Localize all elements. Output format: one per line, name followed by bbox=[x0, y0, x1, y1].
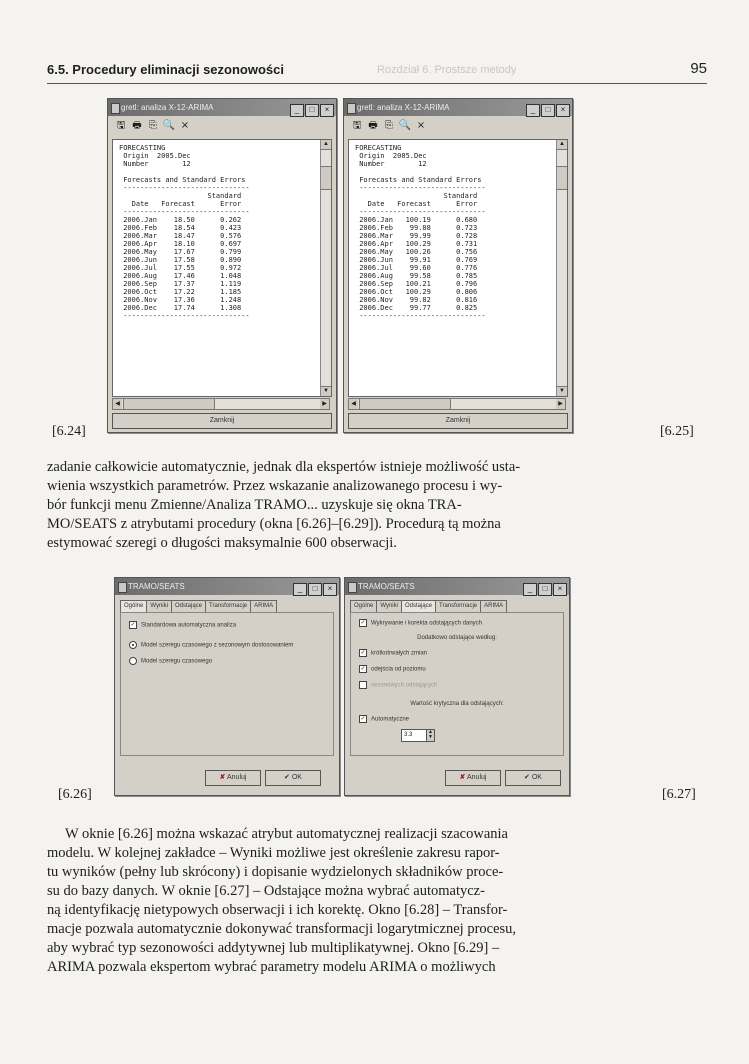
app-icon bbox=[111, 103, 120, 114]
minimize-icon[interactable]: _ bbox=[290, 104, 304, 117]
paragraph-description bbox=[47, 825, 707, 977]
auto-analysis-checkbox[interactable]: ✓ Standardowa automatyczna analiza bbox=[130, 622, 237, 629]
tab-panel bbox=[350, 612, 564, 756]
figure-caption-6-25: [6.25] bbox=[660, 424, 694, 439]
horizontal-scrollbar[interactable] bbox=[348, 398, 566, 410]
window-titlebar[interactable] bbox=[108, 99, 336, 116]
figure-caption-6-24: [6.24] bbox=[52, 424, 86, 439]
h-scroll-thumb[interactable] bbox=[123, 399, 215, 409]
tab-bar bbox=[120, 600, 276, 612]
detect-by-label: Dodatkowo odstające według: bbox=[417, 635, 497, 641]
text-line: macje pozwala automatycznie dokonywać transformacji logarytmicznej procesu, bbox=[47, 921, 517, 937]
h-scroll-thumb[interactable] bbox=[359, 399, 451, 409]
tab-transformations[interactable]: Transformacje bbox=[205, 600, 251, 612]
ok-button[interactable]: ✔ OK bbox=[265, 770, 321, 786]
spinner-arrows-icon[interactable]: ▲ ▼ bbox=[426, 730, 434, 741]
page-header bbox=[47, 62, 707, 84]
close-button[interactable]: Zamknij bbox=[348, 413, 568, 429]
tab-general[interactable]: Ogólne bbox=[350, 600, 377, 612]
critical-value-label: Wartość krytyczna dla odstających: bbox=[410, 701, 504, 707]
tab-arima[interactable]: ARIMA bbox=[480, 600, 507, 612]
vertical-scrollbar[interactable] bbox=[556, 140, 567, 396]
close-doc-icon[interactable]: × bbox=[416, 120, 426, 131]
close-icon[interactable]: × bbox=[556, 104, 570, 117]
bleed-through-text: Rozdział 6. Prostsze metody bbox=[377, 64, 517, 76]
header-rule bbox=[47, 83, 707, 84]
text-line: bór funkcji menu Zmienne/Analiza TRAMO... uzyskuje się okna TRA- bbox=[47, 497, 462, 513]
critical-value-spinner[interactable]: 3.3 ▲ ▼ bbox=[401, 729, 435, 742]
copy-icon[interactable]: ⎘ bbox=[149, 120, 157, 131]
close-button[interactable]: Zamknij bbox=[112, 413, 332, 429]
window-title: gretl: analiza X-12-ARIMA bbox=[357, 103, 450, 112]
window-titlebar[interactable] bbox=[115, 578, 339, 595]
window-title: TRAMO/SEATS bbox=[358, 582, 415, 591]
close-icon[interactable]: × bbox=[323, 583, 337, 596]
close-icon[interactable]: × bbox=[553, 583, 567, 596]
minimize-icon[interactable]: _ bbox=[526, 104, 540, 117]
find-icon[interactable]: 🔍 bbox=[398, 120, 412, 131]
text-line: tu wyników (pełny lub skrócony) i dopisanie wydzielonych składników proce- bbox=[47, 864, 504, 880]
tab-results[interactable]: Wyniki bbox=[146, 600, 172, 612]
scroll-up-icon[interactable]: ▲ bbox=[557, 140, 567, 150]
app-icon bbox=[348, 582, 357, 593]
detect-outliers-checkbox[interactable]: ✓ Wykrywanie i korekta odstających danych bbox=[360, 620, 482, 627]
minimize-icon[interactable]: _ bbox=[293, 583, 307, 596]
plain-model-radio[interactable]: Model szeregu czasowego bbox=[129, 657, 212, 665]
copy-icon[interactable]: ⎘ bbox=[385, 120, 393, 131]
app-icon bbox=[347, 103, 356, 114]
maximize-icon[interactable]: □ bbox=[541, 104, 555, 117]
cancel-button[interactable]: ✘ Anuluj bbox=[445, 770, 501, 786]
level-shift-checkbox[interactable]: ✓ odejścia od poziomu bbox=[360, 666, 426, 673]
cancel-button[interactable]: ✘ Anuluj bbox=[205, 770, 261, 786]
forecast-output: FORECASTING Origin 2005.Dec Number 12 Forecasts and Standard Errors ------------------------------ Standard Date Forecast Error ------------------------------ 2006.Jan 18.50 0.262 2006.Feb 18.54 0.423 2006.Mar 18.47 0.576 2006.Apr 18.10 0.697 2006.May 17.67 0.799 2006.Jun 17.58 0.890 2006.Jul 17.55 0.972 2006.Aug 17.46 1.048 2006.Sep 17.37 1.119 2006.Oct 17.22 1.185 2006.Nov 17.36 1.248 2006.Dec 17.74 1.308 ------------------------------ bbox=[119, 144, 250, 320]
ok-icon: ✔ bbox=[284, 774, 292, 781]
find-icon[interactable]: 🔍 bbox=[162, 120, 176, 131]
window-title: gretl: analiza X-12-ARIMA bbox=[121, 103, 214, 112]
tramo-window-outliers bbox=[344, 577, 570, 796]
ok-button[interactable]: ✔ OK bbox=[505, 770, 561, 786]
text-line: ARIMA pozwala ekspertom wybrać parametry modelu ARIMA o możliwych bbox=[47, 959, 496, 975]
seasonal-model-radio[interactable]: Model szeregu czasowego z sezonowym dostosowaniem bbox=[129, 641, 293, 649]
tab-general[interactable]: Ogólne bbox=[120, 600, 147, 612]
cancel-icon: ✘ bbox=[219, 774, 227, 781]
scroll-left-icon[interactable]: ◀ bbox=[349, 399, 358, 409]
text-line: W oknie [6.26] można wskazać atrybut automatycznej realizacji szacowania bbox=[65, 826, 508, 842]
tramo-window-general bbox=[114, 577, 340, 796]
text-line: ną identyfikację nietypowych obserwacji i ich korektę. Okno [6.28] – Transfor- bbox=[47, 902, 508, 918]
text-line: MO/SEATS z atrybutami procedury (okna [6.26]–[6.29]). Procedurą tą można bbox=[47, 516, 501, 532]
vertical-scrollbar[interactable] bbox=[320, 140, 331, 396]
text-line: zadanie całkowicie automatycznie, jednak dla ekspertów istnieje możliwość usta- bbox=[47, 459, 521, 475]
scroll-left-icon[interactable]: ◀ bbox=[113, 399, 122, 409]
maximize-icon[interactable]: □ bbox=[305, 104, 319, 117]
window-titlebar[interactable] bbox=[344, 99, 572, 116]
ok-icon: ✔ bbox=[524, 774, 532, 781]
tab-panel bbox=[120, 612, 334, 756]
scroll-thumb[interactable] bbox=[557, 166, 567, 190]
print-icon[interactable]: 🖶 bbox=[368, 120, 378, 131]
output-textarea[interactable] bbox=[112, 139, 332, 397]
transitory-change-checkbox[interactable]: ✓ krótkotrwałych zmian bbox=[360, 650, 428, 657]
print-icon[interactable]: 🖶 bbox=[132, 120, 142, 131]
cancel-icon: ✘ bbox=[459, 774, 467, 781]
tab-transformations[interactable]: Transformacje bbox=[435, 600, 481, 612]
window-toolbar bbox=[108, 116, 336, 136]
tab-bar bbox=[350, 600, 506, 612]
maximize-icon[interactable]: □ bbox=[308, 583, 322, 596]
gretl-window-forecast-2 bbox=[343, 98, 573, 433]
maximize-icon[interactable]: □ bbox=[538, 583, 552, 596]
scroll-down-icon[interactable]: ▼ bbox=[557, 386, 567, 396]
horizontal-scrollbar[interactable] bbox=[112, 398, 330, 410]
automatic-checkbox[interactable]: ✓ Automatyczne bbox=[360, 716, 410, 723]
scroll-thumb[interactable] bbox=[321, 166, 331, 190]
figure-caption-6-26: [6.26] bbox=[58, 787, 92, 802]
output-textarea[interactable] bbox=[348, 139, 568, 397]
scroll-up-icon[interactable]: ▲ bbox=[321, 140, 331, 150]
text-line: aby wybrać typ sezonowości addytywnej lub multiplikatywnej. Okno [6.29] – bbox=[47, 940, 500, 956]
text-line: estymować szeregi o długości maksymalnie 600 obserwacji. bbox=[47, 535, 397, 551]
text-line: wienia wszystkich parametrów. Przez wskazanie analizowanego procesu i wy- bbox=[47, 478, 503, 494]
minimize-icon[interactable]: _ bbox=[523, 583, 537, 596]
window-titlebar[interactable] bbox=[345, 578, 569, 595]
close-icon[interactable]: × bbox=[320, 104, 334, 117]
app-icon bbox=[118, 582, 127, 593]
save-icon[interactable]: 🖫 bbox=[352, 120, 362, 131]
page-number: 95 bbox=[690, 60, 707, 77]
section-title: 6.5. Procedury eliminacji sezonowości bbox=[47, 62, 284, 77]
tab-arima[interactable]: ARIMA bbox=[250, 600, 277, 612]
window-title: TRAMO/SEATS bbox=[128, 582, 185, 591]
tab-outliers[interactable]: Odstające bbox=[401, 600, 436, 612]
scroll-down-icon[interactable]: ▼ bbox=[321, 386, 331, 396]
scroll-right-icon[interactable]: ▶ bbox=[320, 399, 329, 409]
text-line: su do bazy danych. W oknie [6.27] – Odstające można wybrać automatycz- bbox=[47, 883, 485, 899]
window-toolbar bbox=[344, 116, 572, 136]
paragraph-intro bbox=[47, 458, 707, 553]
gretl-window-forecast-1 bbox=[107, 98, 337, 433]
forecast-output: FORECASTING Origin 2005.Dec Number 12 Forecasts and Standard Errors ------------------------------ Standard Date Forecast Error ------------------------------ 2006.Jan 100.19 0.680 2006.Feb 99.88 0.723 2006.Mar 99.99 0.728 2006.Apr 100.29 0.731 2006.May 100.26 0.756 2006.Jun 99.91 0.769 2006.Jul 99.60 0.776 2006.Aug 99.58 0.785 2006.Sep 100.21 0.796 2006.Oct 100.29 0.806 2006.Nov 99.82 0.816 2006.Dec 99.77 0.825 ------------------------------ bbox=[355, 144, 486, 320]
seasonal-outliers-checkbox[interactable]: sezonowych odstających bbox=[359, 681, 437, 689]
save-icon[interactable]: 🖫 bbox=[116, 120, 126, 131]
close-doc-icon[interactable]: × bbox=[180, 120, 190, 131]
tab-results[interactable]: Wyniki bbox=[376, 600, 402, 612]
text-line: modelu. W kolejnej zakładce – Wyniki możliwe jest określenie zakresu rapor- bbox=[47, 845, 500, 861]
tab-outliers[interactable]: Odstające bbox=[171, 600, 206, 612]
figure-caption-6-27: [6.27] bbox=[662, 787, 696, 802]
scroll-right-icon[interactable]: ▶ bbox=[556, 399, 565, 409]
